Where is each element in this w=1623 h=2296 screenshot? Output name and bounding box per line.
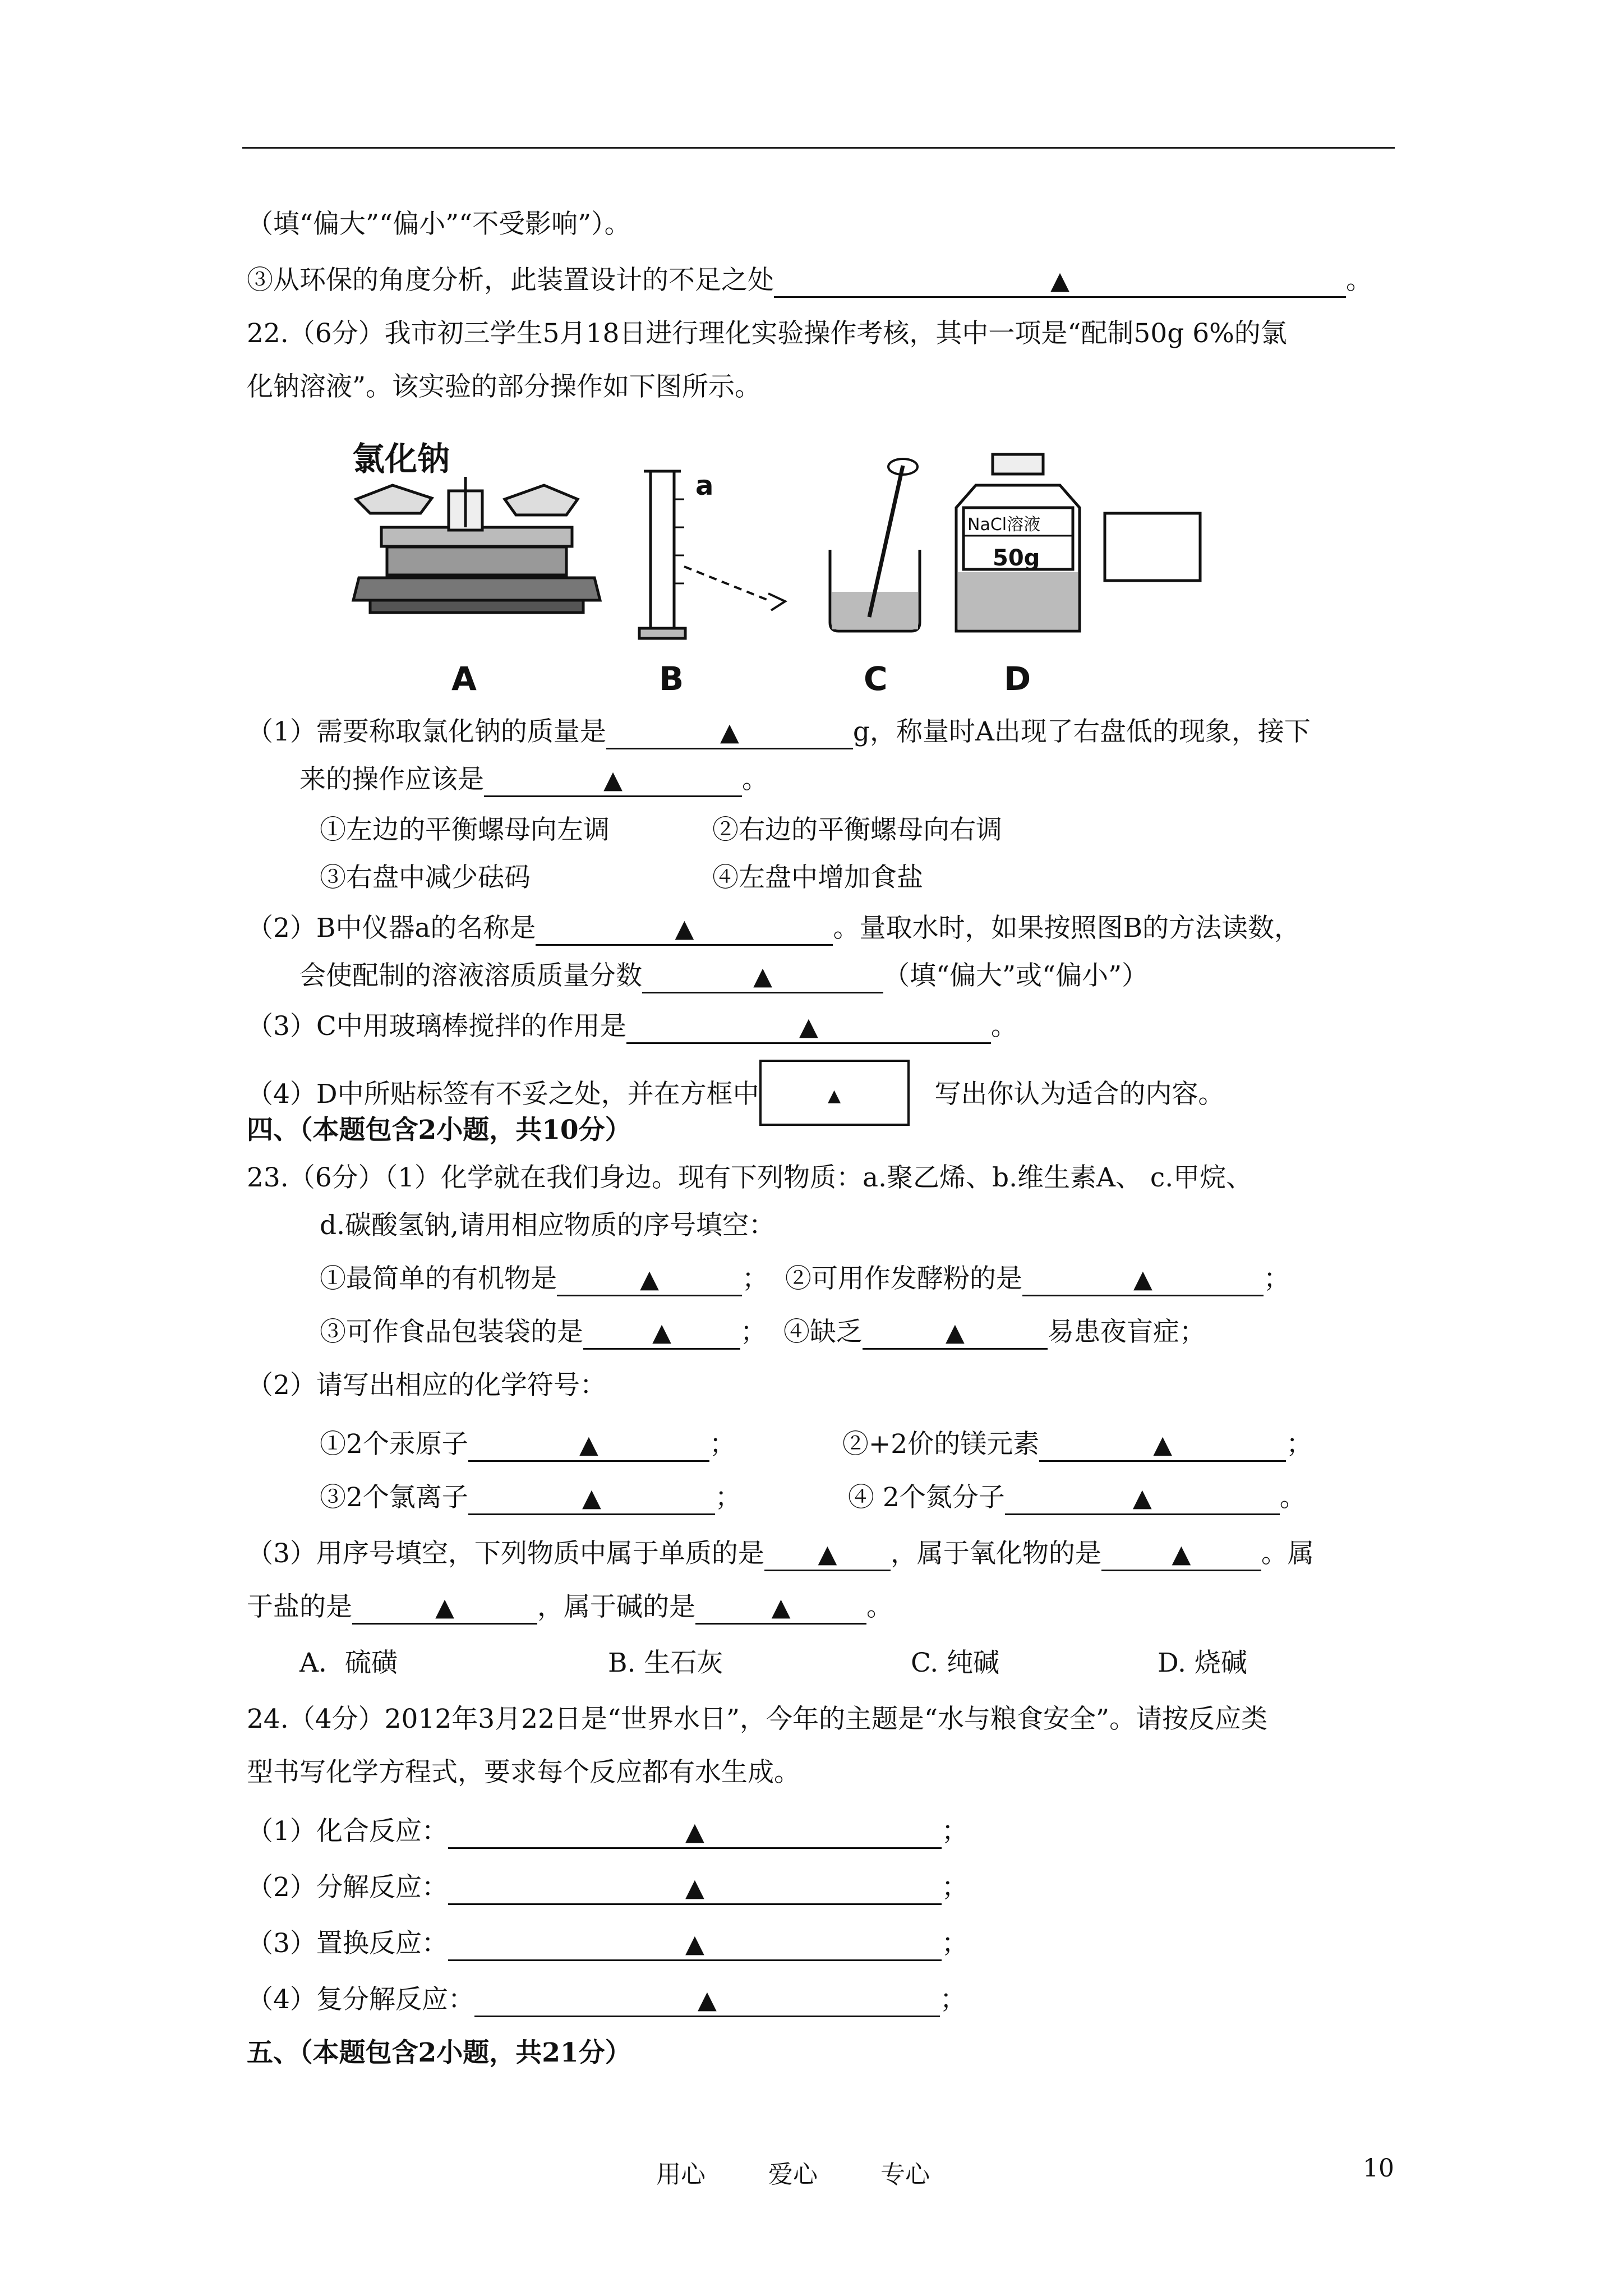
text: （4）D中所贴标签有不妥之处，并在方框中	[247, 1079, 759, 1110]
triangle-icon: ▲	[685, 1818, 704, 1846]
text: 四、（本题包含2小题，共10分）	[247, 1115, 631, 1145]
question-22-cont	[247, 370, 761, 404]
choices-row	[299, 1646, 1247, 1680]
text: ③可作食品包装袋的是	[320, 1317, 583, 1347]
text: 五、（本题包含2小题，共21分）	[247, 2037, 631, 2068]
text: g，称量时A出现了右盘低的现象，接下	[852, 716, 1311, 747]
question-line	[247, 264, 1372, 298]
text: ①2个汞原子	[320, 1429, 468, 1460]
triangle-icon: ▲	[1153, 1430, 1173, 1459]
question-22-2-cont	[299, 959, 1148, 993]
text: ；	[714, 1482, 741, 1513]
text: 。属	[1261, 1538, 1314, 1569]
answer-blank[interactable]	[448, 1928, 942, 1961]
text: 。	[866, 1591, 893, 1622]
triangle-icon: ▲	[1133, 1265, 1152, 1294]
triangle-icon: ▲	[753, 962, 772, 991]
text: ②可用作发酵粉的是	[785, 1263, 1022, 1294]
question-22-2	[247, 912, 1301, 946]
choice: C. 纯碱	[911, 1648, 1000, 1678]
triangle-icon: ▲	[675, 914, 694, 943]
text: ④缺乏	[783, 1317, 863, 1347]
text: ；	[941, 1816, 968, 1847]
answer-blank[interactable]	[606, 716, 853, 749]
text: 。	[1279, 1482, 1306, 1513]
answer-blank[interactable]	[863, 1317, 1048, 1350]
question-23-3-cont	[247, 1590, 893, 1625]
text: ，属于氧化物的是	[890, 1538, 1101, 1569]
text: ②+2价的镁元素	[842, 1429, 1040, 1460]
question-22	[247, 317, 1287, 351]
text: （3）C中用玻璃棒搅拌的作用是	[247, 1011, 626, 1042]
triangle-icon: ▲	[720, 718, 739, 747]
footer-motto-2: 爱心	[768, 2160, 818, 2189]
answer-blank[interactable]	[352, 1591, 537, 1625]
text: 。	[1346, 265, 1372, 296]
answer-blank[interactable]	[764, 1538, 891, 1571]
text: （2）请写出相应的化学符号：	[247, 1370, 606, 1401]
text: 会使配制的溶液溶质质量分数	[299, 960, 642, 991]
answer-blank[interactable]	[1101, 1538, 1261, 1571]
text: ④ 2个氮分子	[847, 1482, 1005, 1513]
question-23-1-row	[320, 1315, 1206, 1350]
figure-title: 氯化钠	[352, 440, 450, 478]
triangle-icon: ▲	[640, 1265, 659, 1294]
question-23-1-row	[320, 1262, 1290, 1296]
answer-blank[interactable]	[448, 1816, 942, 1849]
question-23-2-row	[320, 1428, 1312, 1462]
question-23-3	[247, 1537, 1314, 1571]
triangle-icon: ▲	[771, 1593, 791, 1622]
question-22-3	[247, 1010, 1017, 1044]
question-24-1	[247, 1815, 968, 1849]
triangle-icon: ▲	[818, 1540, 837, 1568]
text: ；	[941, 1872, 968, 1903]
text: 22.（6分）我市初三学生5月18日进行理化实验操作考核，其中一项是“配制50g 6%的氯	[247, 318, 1287, 349]
options-row	[320, 861, 923, 895]
option: ②右边的平衡螺母向右调	[712, 815, 1002, 845]
triangle-icon: ▲	[582, 1484, 601, 1512]
figure-label-b: B	[659, 660, 684, 696]
question-22-1-cont	[299, 763, 768, 797]
triangle-icon: ▲	[435, 1593, 454, 1622]
text: ③2个氯离子	[320, 1482, 468, 1513]
text: （2）B中仪器a的名称是	[247, 913, 536, 944]
choice: D. 烧碱	[1158, 1648, 1247, 1678]
header-rule	[242, 147, 1395, 149]
balance-icon	[353, 477, 600, 613]
text: 24.（4分）2012年3月22日是“世界水日”，今年的主题是“水与粮食安全”。请按反应类	[247, 1704, 1268, 1734]
question-23	[247, 1161, 1252, 1195]
answer-blank[interactable]	[1022, 1263, 1264, 1296]
triangle-icon: ▲	[1172, 1540, 1191, 1568]
text: ，属于碱的是	[537, 1591, 695, 1622]
text: （4）复分解反应：	[247, 1984, 474, 2015]
text: 。量取水时，如果按照图B的方法读数，	[833, 913, 1301, 944]
answer-blank[interactable]	[695, 1591, 866, 1625]
text: ③从环保的角度分析，此装置设计的不足之处	[247, 265, 774, 296]
triangle-icon: ▲	[603, 766, 623, 794]
bottle-label-solution: NaCl溶液	[967, 515, 1041, 535]
triangle-icon: ▲	[697, 1986, 717, 2014]
answer-blank[interactable]	[448, 1872, 942, 1905]
answer-blank[interactable]	[583, 1317, 740, 1350]
option: ④左盘中增加食盐	[712, 862, 923, 893]
question-24	[247, 1703, 1267, 1736]
section-heading	[247, 2036, 631, 2070]
answer-blank[interactable]	[484, 764, 742, 797]
text: 来的操作应该是	[299, 764, 484, 795]
answer-blank[interactable]	[468, 1429, 709, 1462]
page-number: 10	[1363, 2154, 1394, 2183]
text: （2）分解反应：	[247, 1872, 448, 1903]
experiment-svg	[336, 432, 1234, 696]
text: d.碳酸氢钠,请用相应物质的序号填空：	[320, 1210, 775, 1241]
text: 化钠溶液”。该实验的部分操作如下图所示。	[247, 371, 762, 402]
figure-label-c: C	[864, 660, 888, 696]
text: 。	[990, 1011, 1017, 1042]
beaker-icon	[830, 459, 920, 631]
answer-blank[interactable]	[557, 1263, 742, 1296]
question-23-2	[247, 1369, 606, 1402]
triangle-icon: ▲	[652, 1318, 671, 1347]
question-23-cont	[320, 1209, 775, 1243]
bottle-label-mass: 50g	[993, 545, 1040, 571]
option: ③右盘中减少砝码	[320, 862, 531, 893]
figure-label-a: A	[451, 660, 477, 696]
question-23-2-row	[320, 1481, 1306, 1515]
question-22-1	[247, 715, 1311, 749]
triangle-icon: ▲	[685, 1930, 704, 1958]
section-heading	[247, 1114, 631, 1147]
footer-motto-3: 专心	[880, 2160, 930, 2189]
answer-blank[interactable]	[1005, 1482, 1280, 1515]
experiment-figure	[336, 432, 1234, 696]
text: ；	[709, 1429, 736, 1460]
answer-blank[interactable]	[536, 913, 833, 946]
text: （填“偏大”“偏小”“不受影响”）。	[247, 209, 631, 240]
answer-blank[interactable]	[642, 960, 883, 993]
option: ①左边的平衡螺母向左调	[320, 815, 610, 845]
text: ；	[740, 1317, 767, 1347]
text: （1）需要称取氯化钠的质量是	[247, 716, 606, 747]
question-24-2	[247, 1871, 968, 1905]
triangle-icon: ▲	[828, 1086, 841, 1106]
answer-blank[interactable]	[626, 1011, 991, 1044]
text: 。	[742, 764, 768, 795]
footer-motto-1: 用心	[656, 2160, 706, 2189]
text: 于盐的是	[247, 1591, 352, 1622]
answer-blank[interactable]	[1039, 1429, 1286, 1462]
triangle-icon: ▲	[799, 1013, 818, 1041]
triangle-icon: ▲	[945, 1318, 965, 1347]
text: ；	[1286, 1429, 1313, 1460]
text: ；	[939, 1984, 966, 2015]
question-24-4	[247, 1983, 966, 2017]
question-24-cont	[247, 1756, 800, 1789]
choice: B. 生石灰	[608, 1648, 723, 1678]
label-a: a	[695, 470, 714, 501]
question-24-3	[247, 1927, 968, 1961]
text: （3）置换反应：	[247, 1928, 448, 1959]
triangle-icon: ▲	[1132, 1484, 1152, 1512]
text: 写出你认为适合的内容。	[934, 1079, 1225, 1110]
triangle-icon: ▲	[1050, 266, 1069, 295]
triangle-icon: ▲	[579, 1430, 598, 1459]
answer-box[interactable]	[759, 1060, 910, 1126]
reagent-bottle-icon	[956, 454, 1200, 631]
figure-label-d: D	[1004, 660, 1031, 696]
text-line	[247, 208, 631, 241]
text: （填“偏大”或“偏小”）	[883, 960, 1149, 991]
answer-blank[interactable]	[474, 1984, 940, 2017]
text: ；	[941, 1928, 968, 1959]
answer-blank[interactable]	[468, 1482, 715, 1515]
triangle-icon: ▲	[685, 1874, 704, 1902]
choice: A．硫磺	[299, 1648, 398, 1678]
text: ；	[1263, 1263, 1290, 1294]
text: 易患夜盲症；	[1047, 1317, 1206, 1347]
text: 型书写化学方程式，要求每个反应都有水生成。	[247, 1757, 800, 1788]
options-row	[320, 813, 1002, 847]
answer-blank[interactable]	[774, 265, 1346, 298]
text: 23.（6分）（1）化学就在我们身边。现有下列物质：a.聚乙烯、b.维生素A、 c.甲烷、	[247, 1162, 1253, 1193]
text: ①最简单的有机物是	[320, 1263, 557, 1294]
text: （3）用序号填空，下列物质中属于单质的是	[247, 1538, 764, 1569]
text: （1）化合反应：	[247, 1816, 448, 1847]
text: ；	[742, 1263, 768, 1294]
